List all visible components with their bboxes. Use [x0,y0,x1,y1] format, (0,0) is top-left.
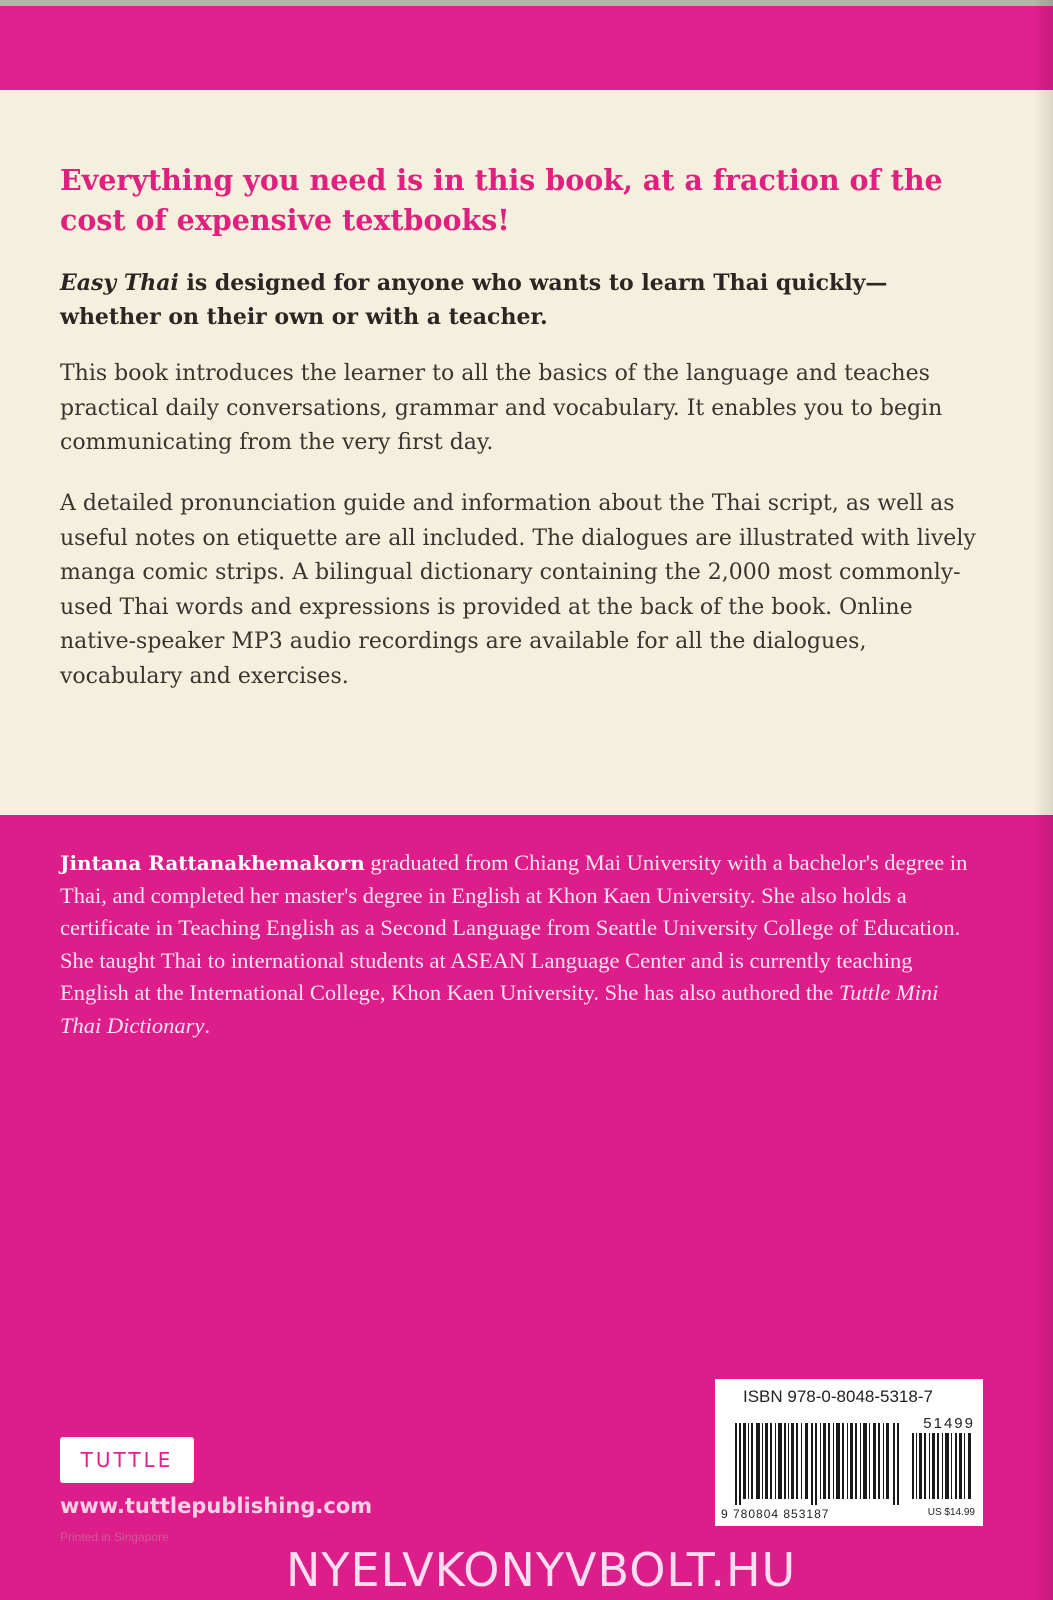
barcode-box [715,1379,983,1526]
author-bio [60,847,980,1042]
tuttle-logo: TUTTLE [60,1437,194,1483]
isbn-text: ISBN 978-0-8048-5318-7 [743,1387,933,1406]
lead-text [60,266,980,334]
printed-in-text: Printed in Singapore [60,1530,169,1544]
book-title: Easy Thai [60,270,179,296]
description-paragraph-2: A detailed pronunciation guide and information about the Thai script, as well as useful notes on etiquette are all included. The dialogues are illustrated with lively manga comic strips. A bilingual dictionary containing the 2,000 most commonly-used Thai words and expressions is provided at the back of the book. Online native-speaker MP3 audio recordings are available for all the dialogues, vocabulary and exercises. [60,491,976,689]
bio-text: graduated from Chiang Mai University with a bachelor's degree in Thai, and completed her master's degree in English at Khon Kaen University. She also holds a certificate in Teaching English as a Second Language from Seattle University College of Education. She taught Thai to international students at ASEAN Language Center and is currently teaching English at the International College, Khon Kaen University. She has also authored the [60,850,968,1005]
bio-end: . [204,1012,210,1038]
top-magenta-band [0,6,1053,90]
ean-barcode-icon [729,1423,909,1505]
description-paragraph-1: This book introduces the learner to all the basics of the language and teaches practical daily conversations, grammar and vocabulary. It enables you to begin communicating from the very first day. [60,361,943,455]
ean-digits: 9 780804 853187 [721,1507,830,1521]
other-book-title: Tuttle Mini Thai Dictionary [60,980,939,1038]
watermark: NYELVKONYVBOLT.HU [286,1543,797,1597]
author-name: Jintana Rattanakhemakorn [60,851,365,875]
headline: Everything you need is in this book, at a fraction of the cost of expensive textbooks! [60,163,943,237]
lead-rest: is designed for anyone who wants to learn Thai quickly—whether on their own or with a teacher. [60,270,888,330]
price-code: 51499 [923,1415,975,1432]
publisher-url: www.tuttlepublishing.com [60,1494,373,1518]
price-addon-barcode-icon [911,1433,973,1499]
price-tag: US $14.99 [927,1507,975,1518]
